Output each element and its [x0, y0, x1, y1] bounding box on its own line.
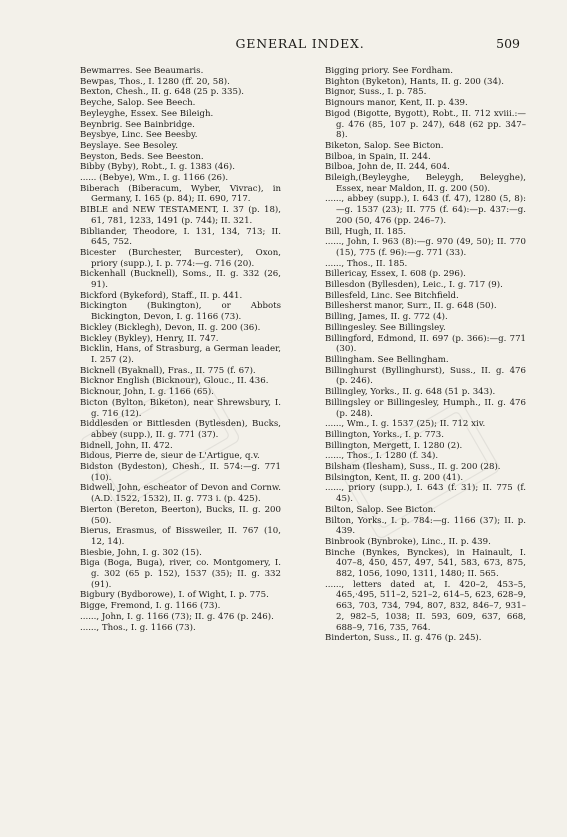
- index-entry: ......, abbey (supp.), I. 643 (f. 47), 1280 (5, 8):—g. 1537 (23); II. 775 (f. 64):—p. 437:—g. 200 (50, 476 (pp. 246–7).: [325, 194, 526, 226]
- index-entry: Beyslaye. See Besoley.: [80, 140, 178, 151]
- index-entry: Bickington (Bukington), or Abbots Bickington, Devon, I. g. 1166 (73).: [80, 301, 281, 323]
- index-entry: Billesdon (Byllesden), Leic., I. g. 717 (9).: [325, 280, 503, 291]
- index-entry: Bignours manor, Kent, II. p. 439.: [325, 98, 468, 109]
- index-entry: Bicknour, John, I. g. 1166 (65).: [80, 387, 214, 398]
- index-entry: Beynbrig. See Bainbridge.: [80, 119, 195, 130]
- index-entry: Bilsington, Kent, II. g. 200 (41).: [325, 472, 464, 483]
- index-entry: Bierus, Erasmus, of Bissweiler, II. 767 (10, 12, 14).: [80, 526, 281, 547]
- index-entry: Bigge, Fremond, I. g. 1166 (73).: [80, 601, 221, 612]
- index-entry: Beyleyghe, Essex. See Bileigh.: [80, 108, 214, 119]
- page-header: [80, 36, 520, 54]
- index-entry: Bickley (Bicklegh), Devon, II. g. 200 (36).: [80, 322, 261, 333]
- index-entry: ......, Wm., I. g. 1537 (25); II. 712 xiv.: [325, 419, 486, 430]
- index-entry: Binche (Bynkes, Bynckes), in Hainault, I. 407–8, 450, 457, 497, 541, 583, 673, 875, 882, 1056, 1090, 1311, 1480; II. 565.: [325, 547, 526, 580]
- index-entry: Binbrook (Bynbroke), Linc., II. p. 439.: [325, 536, 491, 547]
- index-entry: Beyche, Salop. See Beech.: [80, 98, 196, 109]
- index-entry: Bicklin, Hans, of Strasburg, a German leader, I. 257 (2).: [80, 344, 281, 365]
- index-entry: Bill, Hugh, II. 185.: [325, 226, 406, 237]
- index-entry: Billinghurst (Byllinghurst), Suss., II. g. 476 (p. 246).: [325, 365, 526, 387]
- index-entry: Bigging priory. See Fordham.: [325, 66, 454, 76]
- left-column: [80, 66, 281, 644]
- index-entry: Bileigh,(Beyleyghe, Beleygh, Beleyghe), Essex, near Maldon, II. g. 200 (50).: [325, 173, 526, 194]
- index-entry: Billingley, Yorks., II. g. 648 (51 p. 343).: [325, 387, 496, 398]
- index-entry: Bicester (Burchester, Burcester), Oxon, priory (supp.), I. p. 774:—g. 716 (20).: [80, 247, 281, 269]
- index-entry: Bignor, Suss., I. p. 785.: [325, 87, 427, 98]
- index-entry: Bidous, Pierre de, sieur de L'Artigue, q.v.: [80, 451, 260, 462]
- page-number: 509: [496, 36, 520, 51]
- right-column: [325, 66, 526, 644]
- index-entry: Billesherst manor, Surr., II. g. 648 (50).: [325, 301, 497, 312]
- index-entry: ......, John, I. g. 1166 (73); II. g. 476 (p. 246).: [80, 611, 274, 622]
- index-entry: BIBLE and NEW TESTAMENT, I. 37 (p. 18), 61, 781, 1233, 1491 (p. 744); II. 321.: [80, 205, 281, 226]
- index-entry: Bilton, Salop. See Bicton.: [325, 504, 436, 515]
- index-entry: ......, John, I. 963 (8):—g. 970 (49, 50); II. 770 (15), 775 (f. 96):—g. 771 (33).: [325, 237, 526, 258]
- index-entry: Billingford, Edmond, II. 697 (p. 366):—g. 771 (30).: [325, 333, 526, 355]
- index-columns: [80, 66, 526, 644]
- index-entry: ......, Thos., I. 1280 (f. 34).: [325, 451, 439, 462]
- index-entry: Beyston, Beds. See Beeston.: [80, 151, 204, 162]
- index-entry: Billesfeld, Linc. See Bitchfield.: [325, 290, 459, 301]
- index-entry: ......, Thos., I. g. 1166 (73).: [80, 622, 196, 633]
- index-entry: Biga (Boga, Buga), river, co. Montgomery, I. g. 302 (65 p. 152), 1537 (35); II. g. 332 (91).: [80, 558, 281, 590]
- index-entry: Bighton (Byketon), Hants, II. g. 200 (34).: [325, 76, 504, 87]
- index-entry: Bilton, Yorks., I. p. 784:—g. 1166 (37); II. p. 439.: [325, 515, 526, 537]
- index-entry: Bigbury (Bydborowe), I. of Wight, I. p. 775.: [80, 590, 269, 601]
- index-entry: Bilboa, John de, II. 244, 604.: [325, 162, 450, 173]
- index-entry: Billington, Mergett, I. 1280 (2).: [325, 440, 463, 451]
- index-entry: Bicknor English (Bicknour), Glouc., II. 436.: [80, 376, 269, 387]
- index-entry: Bickford (Bykeford), Staff., II. p. 441.: [80, 290, 243, 301]
- index-entry: Billingesley. See Billingsley.: [325, 322, 446, 333]
- index-entry: Billingsley or Billingesley, Humph., II. g. 476 (p. 248).: [325, 397, 526, 419]
- index-entry: Billington, Yorks., I. p. 773.: [325, 429, 444, 440]
- index-entry: Bickley (Bykley), Henry, II. 747.: [80, 333, 219, 344]
- index-entry: Biddlesden or Bittlesden (Bytlesden), Bucks, abbey (supp.), II. g. 771 (37).: [80, 419, 281, 440]
- index-entry: Bicknell (Byaknall), Fras., II. 775 (f. 67).: [80, 365, 256, 376]
- index-entry: ......, letters dated at, I. 420–2, 453–5, 465,·495, 511–2, 521–2, 614–5, 623, 628–9, 663, 703, 734, 794, 807, 832, 846–7, 931–2, 982–5, 1038; II. 593, 609, 637, 668, 688–9, 716, 735, 764.: [325, 579, 526, 633]
- index-entry: Bierton (Bereton, Beerton), Bucks, II. g. 200 (50).: [80, 504, 281, 526]
- index-entry: Bidston (Bydeston), Chesh., II. 574:—g. 771 (10).: [80, 462, 281, 483]
- index-entry: Bidwell, John, escheator of Devon and Cornw. (A.D. 1522, 1532), II. g. 773 i. (p. 425).: [80, 483, 281, 505]
- index-entry: Bigod (Bigotte, Bygott), Robt., II. 712 xviii.:—g. 476 (85, 107 p. 247), 648 (62 pp. 347–8).: [325, 108, 526, 141]
- index-entry: Bibliander, Theodore, I. 131, 134, 713; II. 645, 752.: [80, 226, 281, 248]
- index-entry: Bexton, Chesh., II. g. 648 (25 p. 335).: [80, 87, 245, 98]
- index-entry: Bilboa, in Spain, II. 244.: [325, 151, 431, 162]
- index-entry: Billing, James, II. g. 772 (4).: [325, 312, 448, 323]
- index-entry: ......, priory (supp.), I. 643 (f. 31); II. 775 (f. 45).: [325, 483, 526, 505]
- index-entry: Bidnell, John, II. 472.: [80, 440, 173, 451]
- index-entry: ...... (Bebye), Wm., I. g. 1166 (26).: [80, 173, 229, 184]
- index-entry: Binderton, Suss., II. g. 476 (p. 245).: [325, 633, 482, 644]
- index-entry: Bicton (Bylton, Biketon), near Shrewsbury, I. g. 716 (12).: [80, 397, 281, 419]
- index-entry: Bibby (Byby), Robt., I. g. 1383 (46).: [80, 162, 235, 173]
- index-entry: Billericay, Essex, I. 608 (p. 296).: [325, 269, 466, 280]
- index-entry: Biketon, Salop. See Bicton.: [325, 140, 444, 151]
- index-entry: Bewmarres. See Beaumaris.: [80, 66, 204, 76]
- index-entry: Billingham. See Bellingham.: [325, 354, 449, 365]
- index-entry: Bewpas, Thos., I. 1280 (ff. 20, 58).: [80, 76, 230, 87]
- index-entry: ......, Thos., II. 185.: [325, 258, 408, 269]
- index-entry: Beysbye, Linc. See Beesby.: [80, 130, 198, 141]
- index-entry: Biberach (Biberacum, Wyber, Vivrac), in Germany, I. 165 (p. 84); II. 690, 717.: [80, 183, 281, 205]
- index-entry: Bilsham (Ilesham), Suss., II. g. 200 (28).: [325, 462, 501, 473]
- running-head-title: GENERAL INDEX.: [235, 36, 365, 51]
- index-entry: Biesbie, John, I. g. 302 (15).: [80, 547, 202, 558]
- index-entry: Bickenhall (Bucknell), Soms., II. g. 332 (26, 91).: [80, 269, 281, 291]
